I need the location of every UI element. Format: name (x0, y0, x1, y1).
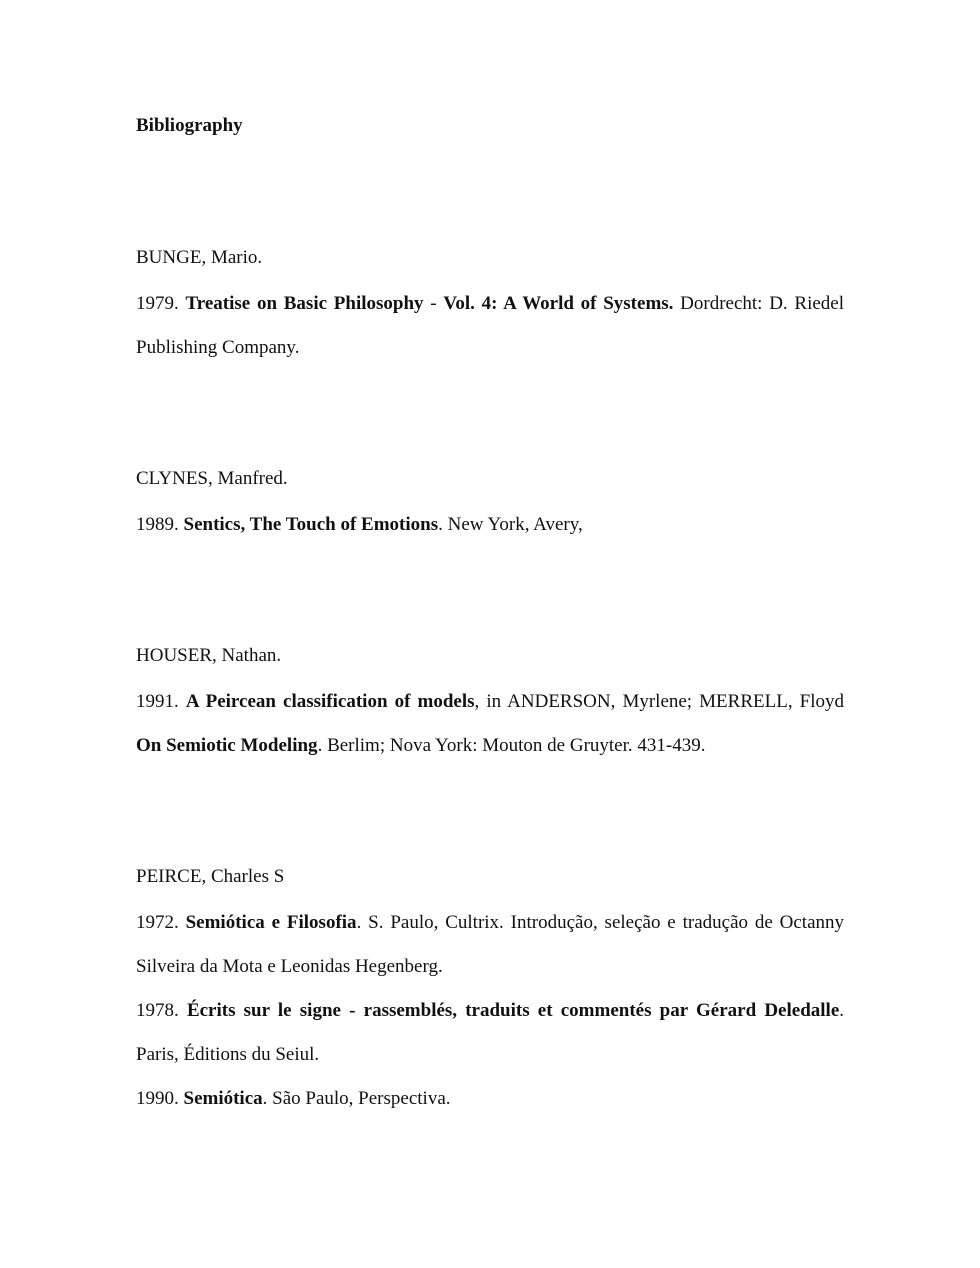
work-title: Sentics, The Touch of Emotions (183, 514, 439, 535)
work-title: Treatise on Basic Philosophy (185, 293, 424, 314)
entry-works-list (136, 901, 844, 1121)
work-in-editors: , in ANDERSON, Myrlene; MERRELL, Floyd (474, 691, 845, 712)
entry-work (136, 680, 844, 768)
entry-work (136, 282, 844, 370)
entry-author: HOUSER, Nathan. (136, 645, 282, 666)
work-title: Semiótica (183, 1088, 263, 1109)
work-year: 1991. (136, 691, 186, 712)
work-publication: . Paris, Éditions du Seiul. (136, 1000, 845, 1065)
work-publication: Dordrecht: D. Riedel Publishing Company. (136, 293, 845, 358)
bibliography-entry-bunge (136, 246, 844, 370)
work-book-title: On Semiotic Modeling (136, 735, 318, 756)
entry-work (136, 901, 844, 989)
work-title: Semiótica e Filosofia (185, 912, 357, 933)
work-publication: . São Paulo, Perspectiva. (262, 1088, 451, 1109)
work-year: 1989. (136, 514, 184, 535)
work-subtitle: Vol. 4: A World of Systems. (443, 293, 674, 314)
entry-author: PEIRCE, Charles S (136, 866, 285, 887)
entry-author: CLYNES, Manfred. (136, 468, 288, 489)
work-year: 1972. (136, 912, 186, 933)
bibliography-entry-peirce (136, 865, 844, 1121)
work-title: Écrits sur le signe - rassemblés, traduits et commentés par Gérard Deledalle (186, 1000, 840, 1021)
bibliography-entry-houser (136, 644, 844, 768)
work-separator: - (423, 293, 444, 314)
entry-work (136, 503, 844, 547)
work-year: 1978. (136, 1000, 187, 1021)
work-year: 1990. (136, 1088, 184, 1109)
work-publication: . Berlim; Nova York: Mouton de Gruyter. 431-439. (317, 735, 706, 756)
page-title: Bibliography (136, 115, 243, 136)
entry-work (136, 1077, 844, 1121)
work-publication: . S. Paulo, Cultrix. Introdução, seleção e tradução de Octanny Silveira da Mota e Leonidas Hegenberg. (136, 912, 845, 977)
bibliography-entry-clynes (136, 467, 844, 547)
entry-author: BUNGE, Mario. (136, 247, 263, 268)
entry-work (136, 989, 844, 1077)
work-year: 1979. (136, 293, 186, 314)
work-title: A Peircean classification of models (185, 691, 475, 712)
work-publication: . New York, Avery, (438, 514, 583, 535)
